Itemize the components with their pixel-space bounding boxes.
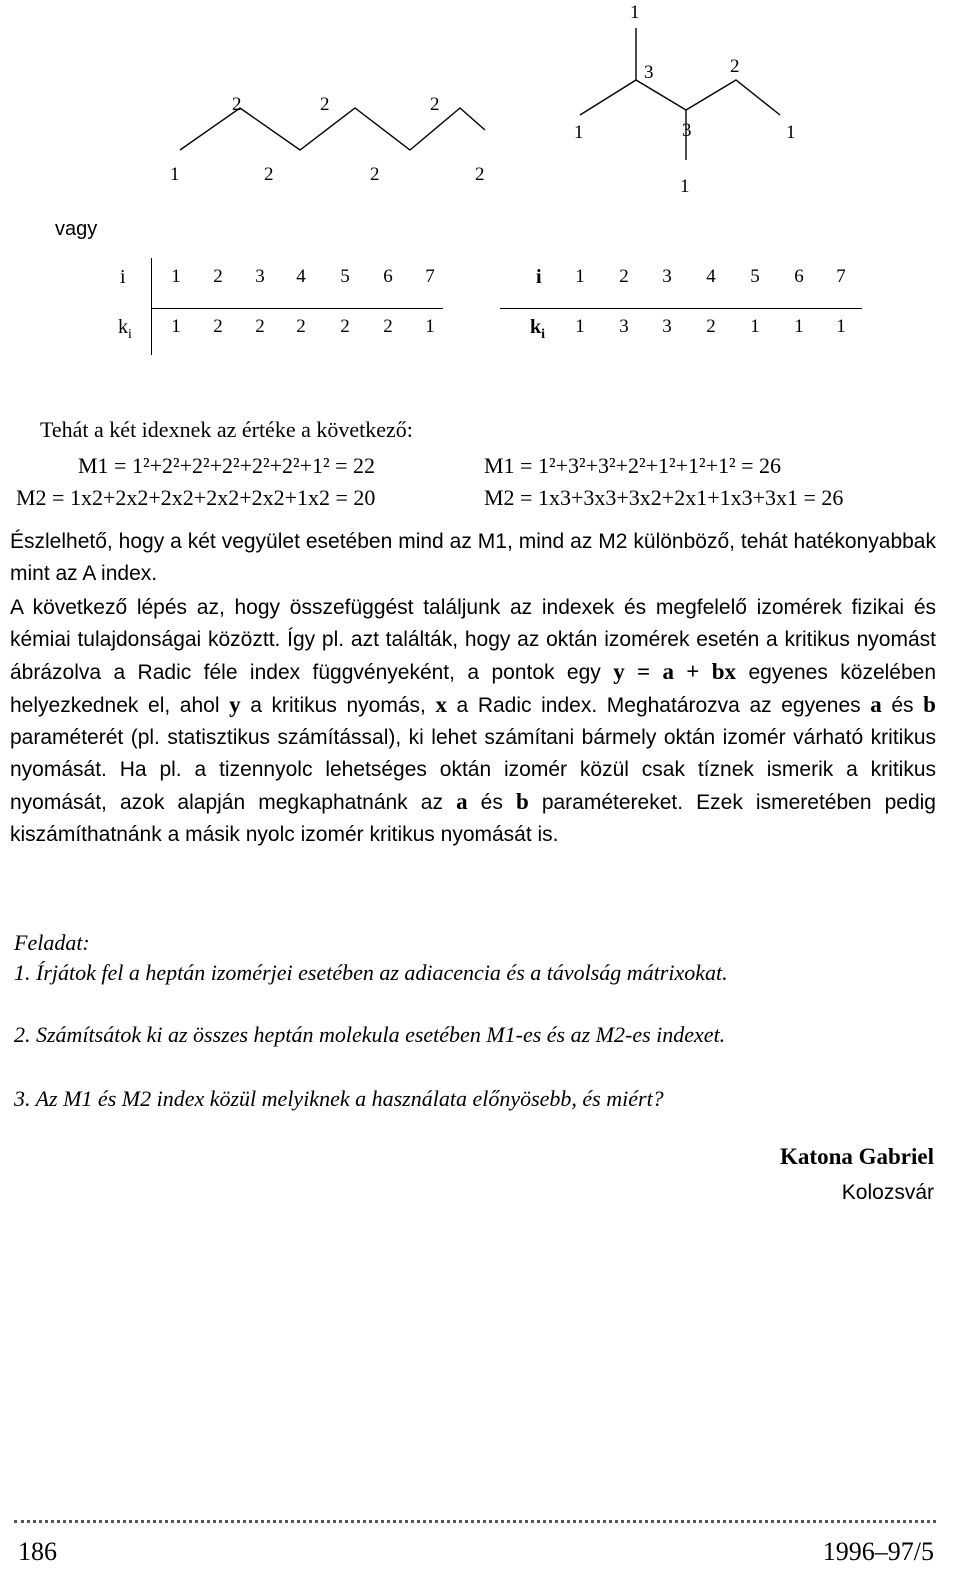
heptane-chain-diagram: [140, 90, 520, 190]
i-value: 2: [213, 266, 223, 287]
i-value: 5: [750, 266, 760, 287]
chain-label: 2: [320, 94, 330, 115]
author-name: Katona Gabriel: [780, 1144, 934, 1169]
isomer-label: 3: [644, 62, 654, 83]
i-value: 2: [619, 266, 629, 287]
k-value: 1: [425, 316, 435, 337]
m2-formula-right: M2 = 1x3+3x3+3x2+2x1+1x3+3x1 = 26: [484, 485, 844, 510]
author-city: Kolozsvár: [841, 1181, 934, 1204]
task-2: 2. Számítsátok ki az összes heptán molekula esetében M1-es és az M2-es indexet.: [14, 1022, 726, 1047]
k-value: 2: [255, 316, 265, 337]
task-1: 1. Írjátok fel a heptán izomérjei esetében az adiacencia és a távolság mátrixokat.: [14, 960, 728, 985]
i-value: 6: [794, 266, 804, 287]
table-i-label: i: [120, 266, 126, 288]
k-value: 2: [383, 316, 393, 337]
k-value: 3: [619, 316, 629, 337]
k-value: 2: [706, 316, 716, 337]
table-k-label: $k_i$: [118, 316, 132, 342]
isomer-label: 1: [786, 122, 796, 143]
i-value: 7: [425, 266, 435, 287]
i-value: 1: [575, 266, 585, 287]
issue-number: 1996–97/5: [822, 1537, 934, 1566]
footer-divider: [14, 1520, 936, 1523]
chain-label: 2: [370, 164, 380, 185]
k-value: 1: [750, 316, 760, 337]
k-value: 1: [171, 316, 181, 337]
m2-formula-left: M2 = 1x2+2x2+2x2+2x2+2x2+1x2 = 20: [16, 485, 376, 510]
equation: y = a + bx: [613, 659, 737, 684]
isomer-label: 1: [630, 2, 640, 23]
m1-formula-left: M1 = 1²+2²+2²+2²+2²+2²+1² = 22: [78, 453, 375, 478]
i-value: 5: [340, 266, 350, 287]
i-value: 6: [383, 266, 393, 287]
table-k-label: $k_i$: [530, 316, 546, 342]
k-value: 2: [340, 316, 350, 337]
m1-formula-right: M1 = 1²+3²+3²+2²+1²+1²+1² = 26: [484, 453, 781, 478]
paragraph-observation: Észlelhető, hogy a két vegyület esetében mind az M1, mind az M2 különböző, tehát hatékonyabbak mint az A index.: [10, 530, 936, 585]
chain-label: 1: [170, 164, 180, 185]
chain-label: 2: [475, 164, 485, 185]
main-chain-bonds: [580, 80, 780, 115]
k-value: 3: [662, 316, 672, 337]
branched-isomer-diagram: [560, 0, 820, 195]
i-value: 4: [706, 266, 716, 287]
i-value: 3: [255, 266, 265, 287]
paragraph-next-step: A következő lépés az, hogy összefüggést találjunk az indexek és megfelelő izomérek fizikai és kémiai tulajdonságai közöztt. Így pl. azt találták, hogy az oktán izomérek esetén a kritikus nyomást ábrázolva a Radic féle index függvényeként, a pontok egy y = a + bx egyenes közelében helyezkednek el, ahol y a kritikus nyomás, x a Radic index. Meghatározva az egyenes a és b paraméterét (pl. statisztikus számítással), ki lehet számítani bármely oktán izomér várható kritikus nyomását. Ha pl. a tizennyolc lehetséges oktán izomér közül csak tíznek ismerik a kritikus nyomását, azok alapján megkaphatnánk az a és b paramétereket. Ezek ismeretében pedig kiszámíthatnánk a másik nyolc izomér kritikus nyomását is.: [10, 596, 936, 846]
k-value: 1: [794, 316, 804, 337]
k-value: 2: [213, 316, 223, 337]
intro-text: Tehát a két idexnek az értéke a következő:: [40, 417, 413, 442]
task-3: 3. Az M1 és M2 index közül melyiknek a használata előnyösebb, és miért?: [14, 1086, 664, 1111]
table-horizontal-rule: [151, 308, 443, 309]
isomer-label: 2: [730, 56, 740, 77]
i-value: 3: [662, 266, 672, 287]
i-value: 4: [296, 266, 306, 287]
isomer-label: 1: [680, 176, 690, 195]
tasks-heading: Feladat:: [14, 930, 90, 955]
i-value: 1: [171, 266, 181, 287]
page-number: 186: [18, 1537, 57, 1566]
vagy-label: vagy: [55, 218, 98, 240]
table-i-label: i: [536, 266, 542, 288]
i-value: 7: [836, 266, 846, 287]
k-value: 1: [575, 316, 585, 337]
table-vertical-rule: [151, 258, 152, 355]
k-value: 2: [296, 316, 306, 337]
table-horizontal-rule: [500, 308, 862, 309]
chain-label: 2: [430, 94, 440, 115]
chain-label: 2: [264, 164, 274, 185]
chain-label: 2: [232, 94, 242, 115]
isomer-label: 1: [574, 122, 584, 143]
k-value: 1: [836, 316, 846, 337]
isomer-label: 3: [682, 120, 692, 141]
